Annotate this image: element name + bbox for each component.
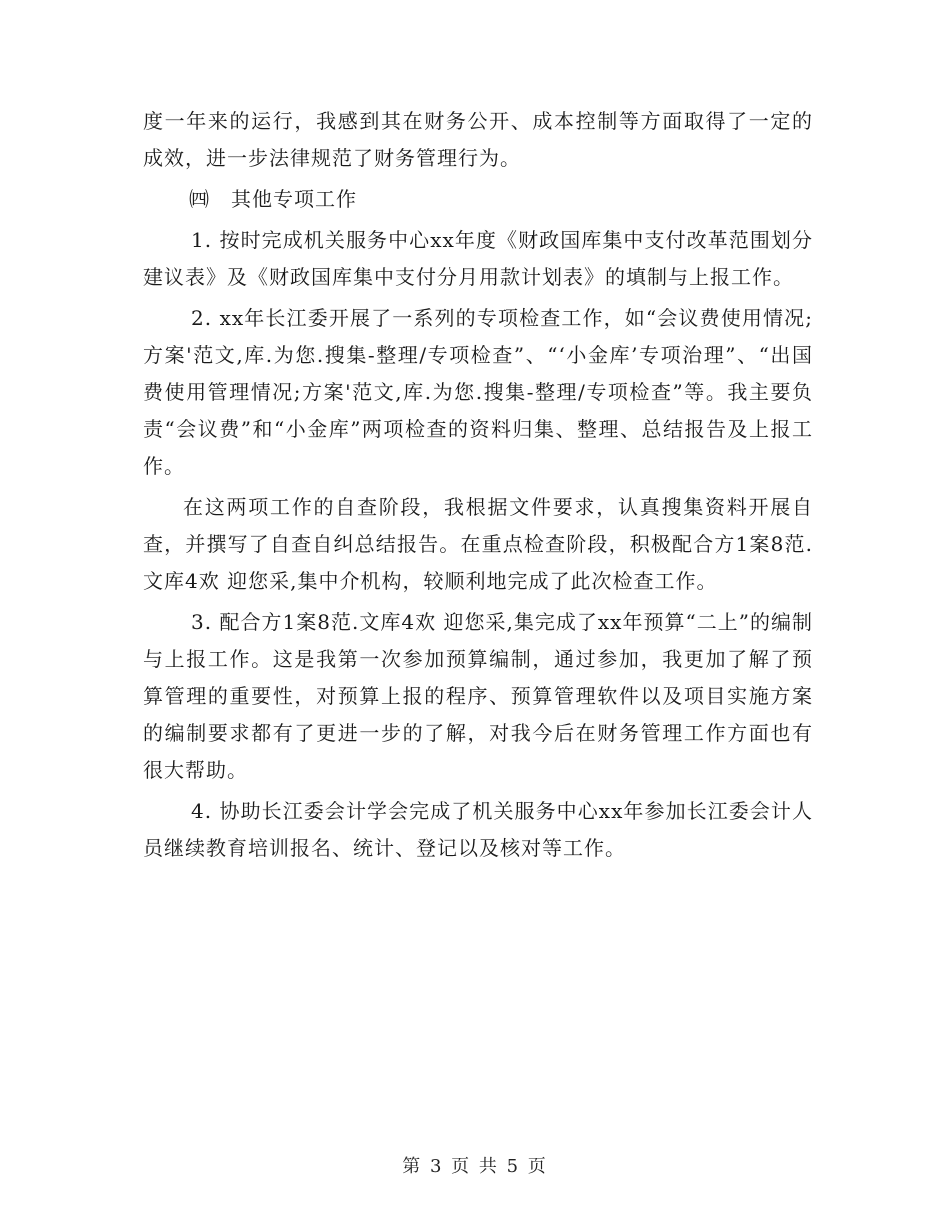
paragraph-item-2: 2. xx年长江委开展了一系列的专项检查工作，如“会议费使用情况;方案'范文,库.为您.搜集-整理/专项检查”、“‘小金库’专项治理”、“出国费使用管理情况;方案'范文,库.为您.搜集-整理/专项检查”等。我主要负责“会议费”和“小金库”两项检查的资料归集、整理、总结报告及上报工作。 [143,306,813,478]
paragraph-item-1: 1. 按时完成机关服务中心xx年度《财政国库集中支付改革范围划分建议表》及《财政国库集中支付分月用款计划表》的填制与上报工作。 [143,228,813,289]
paragraph-continuation: 度一年来的运行，我感到其在财务公开、成本控制等方面取得了一定的成效，进一步法律规范了财务管理行为。 [143,109,813,170]
document-body [143,103,813,867]
paragraph-item-4: 4. 协助长江委会计学会完成了机关服务中心xx年参加长江委会计人员继续教育培训报名、统计、登记以及核对等工作。 [143,799,813,860]
paragraph-item-3: 3. 配合方1案8范.文库4欢 迎您采,集完成了xx年预算“二上”的编制与上报工作。这是我第一次参加预算编制，通过参加，我更加了解了预算管理的重要性，对预算上报的程序、预算管理软件以及项目实施方案的编制要求都有了更进一步的了解，对我今后在财务管理工作方面也有很大帮助。 [143,610,813,782]
section-heading: ㈣ 其他专项工作 [189,187,357,211]
paragraph-self-check: 在这两项工作的自查阶段，我根据文件要求，认真搜集资料开展自查，并撰写了自查自纠总结报告。在重点检查阶段，积极配合方1案8范.文库4欢 迎您采,集中介机构，较顺利地完成了此次检查工作。 [143,495,813,593]
page-number-footer: 第 3 页 共 5 页 [402,1156,548,1177]
